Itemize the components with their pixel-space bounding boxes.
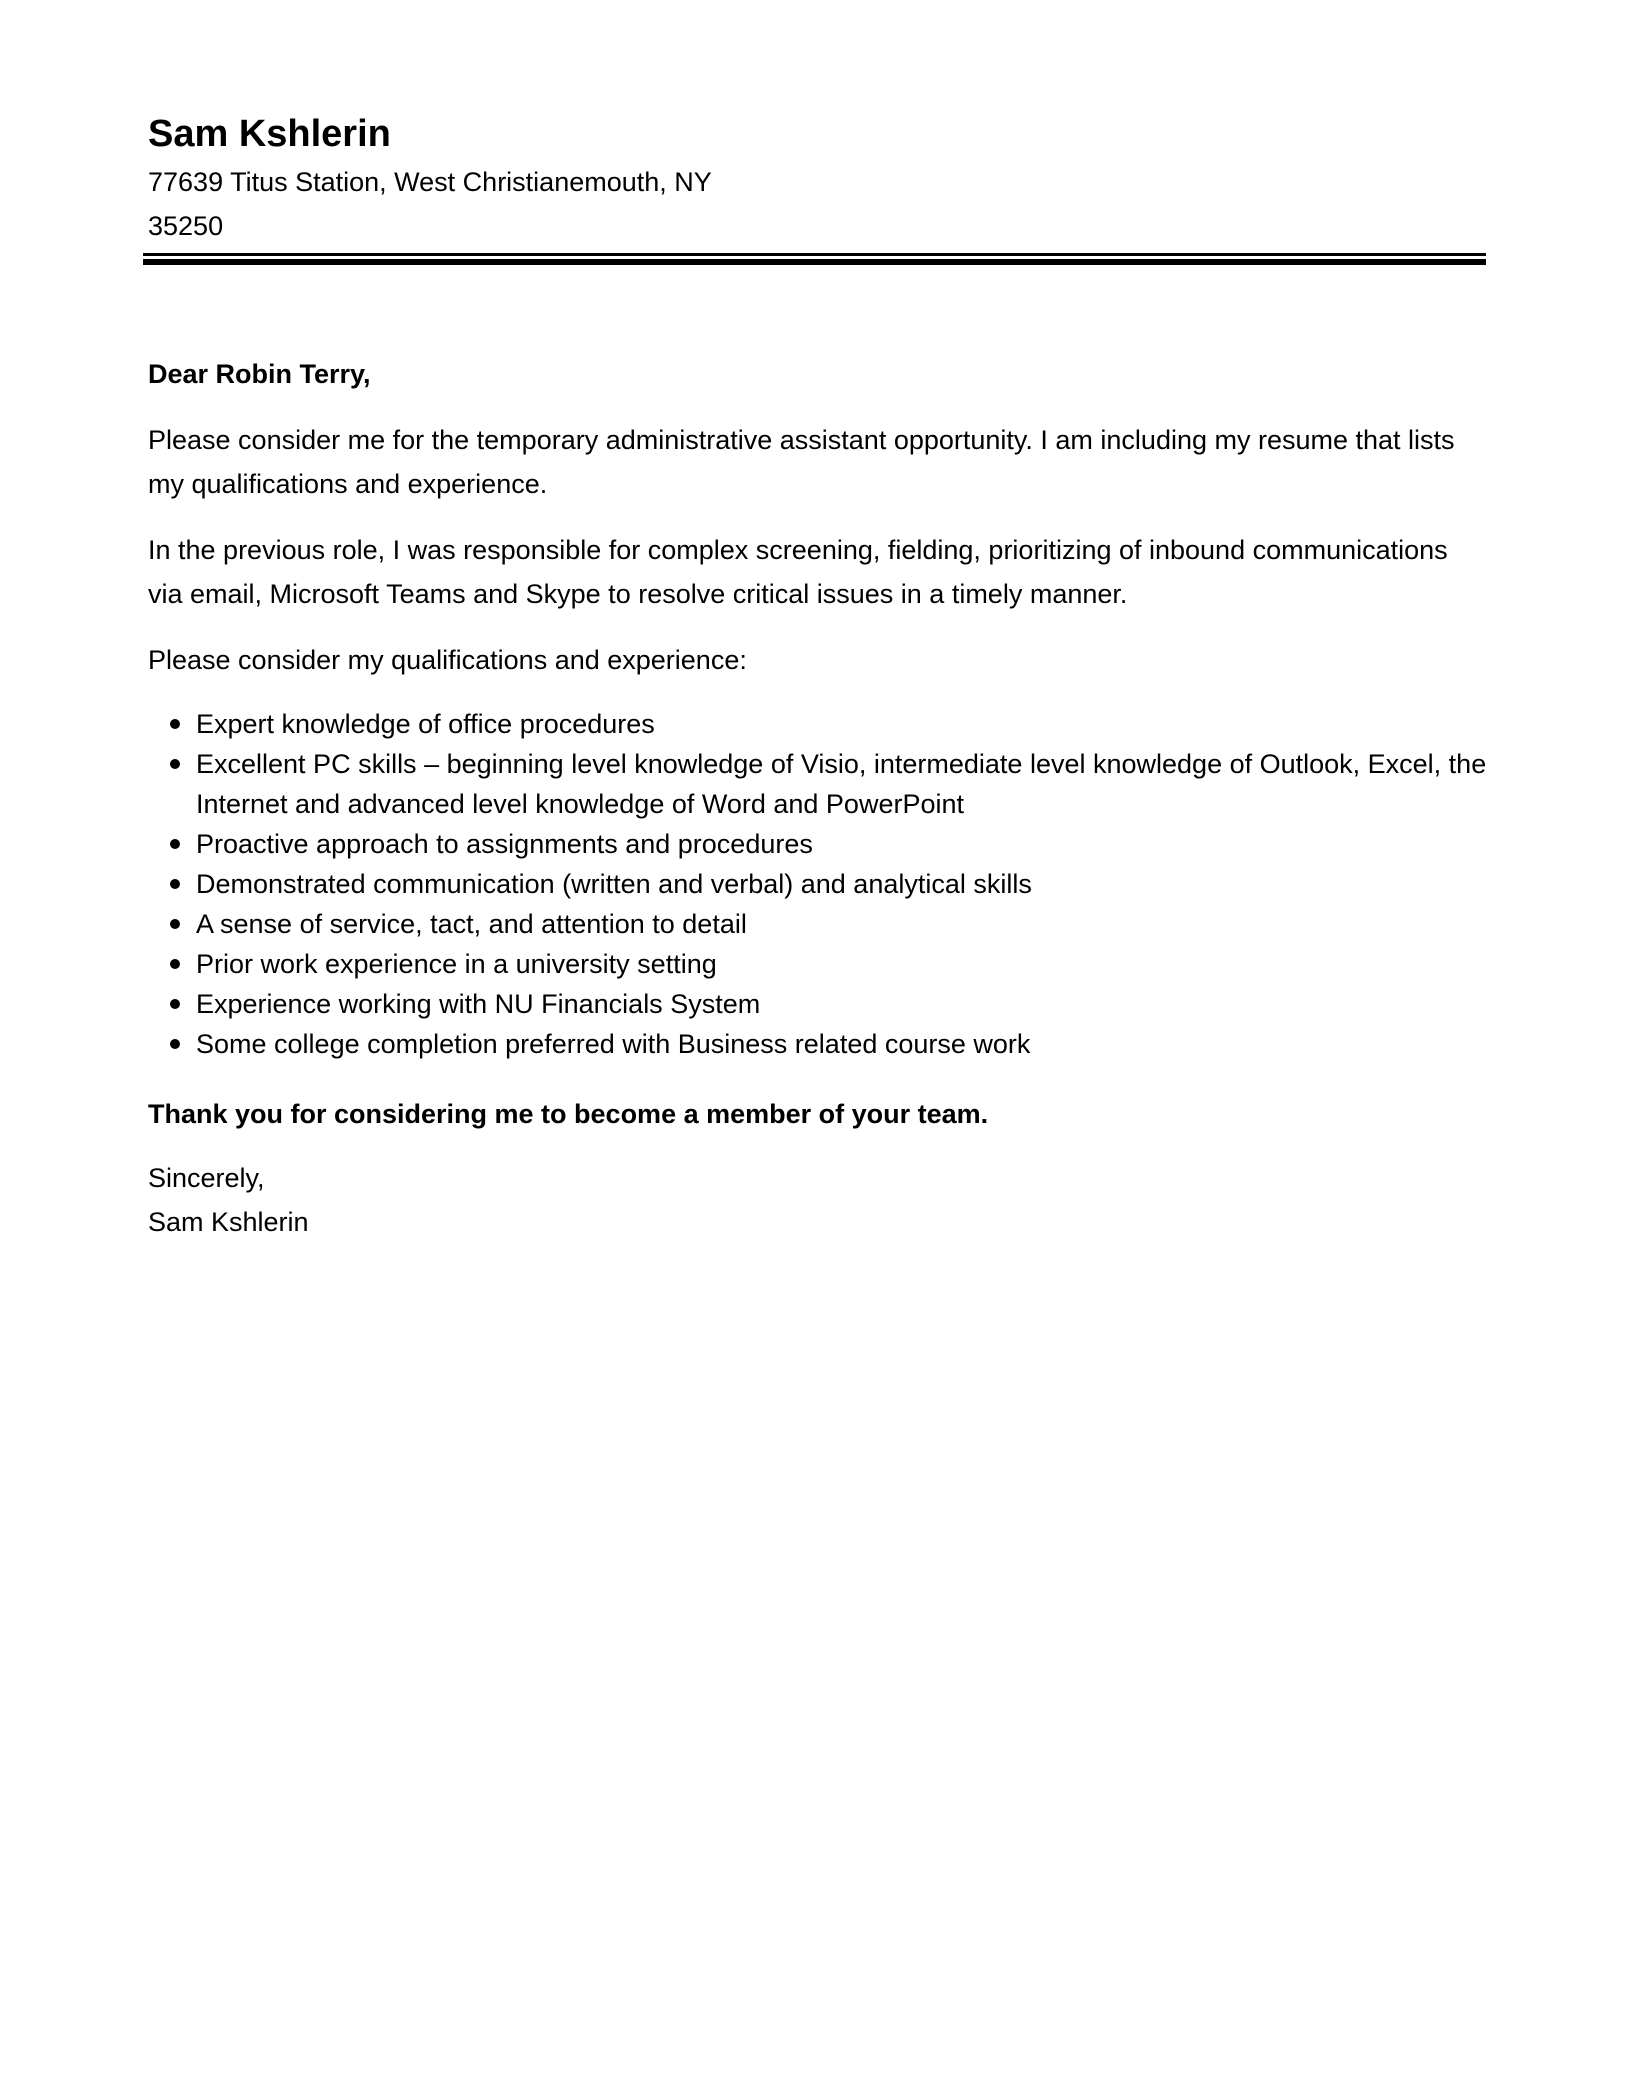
list-item-text: Excellent PC skills – beginning level knowledge of Visio, intermediate level knowledge of Outlook, Excel, the Internet and advanced level knowledge of Word and PowerPoint: [196, 749, 1487, 819]
list-item: [148, 1024, 1488, 1064]
intro-paragraph: Please consider me for the temporary administrative assistant opportunity. I am including my resume that lists my qualifications and experience.: [148, 425, 1455, 499]
signature-name: Sam Kshlerin: [148, 1207, 309, 1237]
list-item-text: A sense of service, tact, and attention to detail: [196, 909, 747, 939]
list-item: [148, 704, 1488, 744]
list-item-text: Proactive approach to assignments and procedures: [196, 829, 813, 859]
list-item: [148, 904, 1488, 944]
list-item: [148, 744, 1488, 824]
closing-line: Thank you for considering me to become a member of your team.: [148, 1099, 989, 1129]
qualifications-intro: Please consider my qualifications and experience:: [148, 645, 747, 675]
list-item: [148, 944, 1488, 984]
list-item-text: Expert knowledge of office procedures: [196, 709, 655, 739]
list-item: [148, 824, 1488, 864]
experience-paragraph: In the previous role, I was responsible for complex screening, fielding, prioritizing of inbound communications via email, Microsoft Teams and Skype to resolve critical issues in a timely manner.: [148, 535, 1448, 609]
letter-body: [148, 352, 1488, 1244]
bullet-icon: [170, 1039, 180, 1049]
list-item-text: Demonstrated communication (written and verbal) and analytical skills: [196, 869, 1032, 899]
bullet-icon: [170, 759, 180, 769]
list-item-text: Experience working with NU Financials System: [196, 989, 761, 1019]
qualifications-list: [148, 704, 1488, 1064]
header-divider-thin: [143, 253, 1486, 256]
bullet-icon: [170, 919, 180, 929]
bullet-icon: [170, 879, 180, 889]
bullet-icon: [170, 999, 180, 1009]
bullet-icon: [170, 959, 180, 969]
sender-name: Sam Kshlerin: [148, 113, 391, 155]
sender-address: 77639 Titus Station, West Christianemouth, NY 35250: [148, 167, 712, 241]
bullet-icon: [170, 839, 180, 849]
header-divider-thick: [143, 259, 1486, 265]
valediction: Sincerely,: [148, 1163, 265, 1193]
salutation: Dear Robin Terry,: [148, 359, 371, 389]
list-item: [148, 864, 1488, 904]
bullet-icon: [170, 719, 180, 729]
list-item-text: Prior work experience in a university setting: [196, 949, 717, 979]
list-item: [148, 984, 1488, 1024]
letterhead: [148, 110, 1488, 248]
list-item-text: Some college completion preferred with Business related course work: [196, 1029, 1031, 1059]
